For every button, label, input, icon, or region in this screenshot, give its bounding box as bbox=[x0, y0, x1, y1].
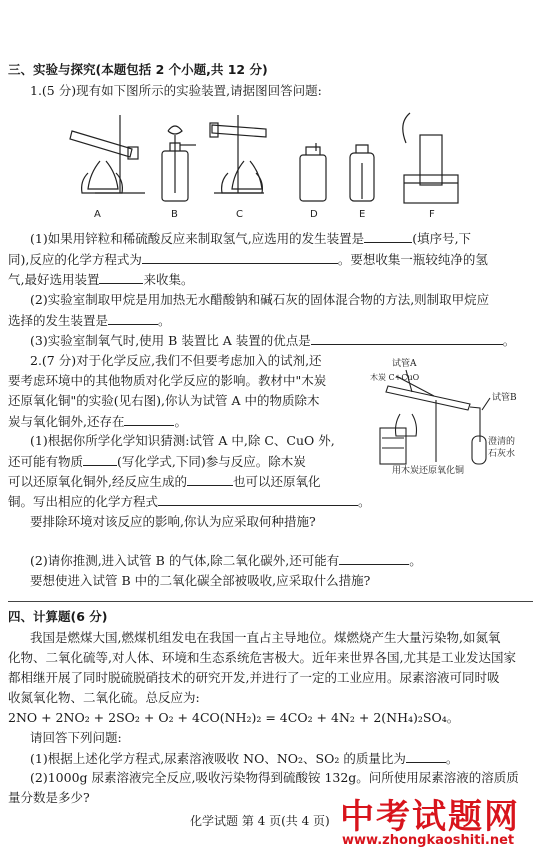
watermark-url: www.zhongkaoshiti.net bbox=[342, 833, 515, 848]
q2-text-b: 也可以还原氧化 bbox=[232, 474, 321, 489]
q2-line3: 还原氧化铜"的实验(见右图),你认为试管 A 中的物质除木 bbox=[8, 393, 320, 408]
reduction-figure bbox=[370, 352, 530, 476]
q1-1-text-c: 同),反应的化学方程式为 bbox=[8, 252, 142, 267]
answer-blank[interactable] bbox=[339, 552, 409, 565]
apparatus-label: D bbox=[310, 209, 318, 220]
apparatus-label: A bbox=[94, 209, 101, 220]
q2-line2: 要考虑环境中的其他物质对化学反应的影响。教材中"木炭 bbox=[8, 373, 327, 388]
q1-intro: 1.(5 分)现有如下图所示的实验装置,请据图回答问题: bbox=[30, 83, 322, 98]
q1-1-text-f: 来收集。 bbox=[143, 272, 194, 287]
q2-line7 bbox=[8, 473, 321, 490]
s4-para-2: 化物、二氧化硫等,对人体、环境和生态系统危害极大。近年来世界各国,尤其是工业发达国家 bbox=[8, 650, 516, 665]
q2-line5: (1)根据你所学化学知识猜测:试管 A 中,除 C、CuO 外, bbox=[30, 433, 335, 448]
apparatus-d bbox=[300, 143, 326, 201]
q1-2-line2 bbox=[8, 312, 171, 329]
apparatus-label: E bbox=[359, 209, 366, 220]
answer-blank[interactable] bbox=[406, 750, 446, 763]
q1-1-text-e: 气,最好选用装置 bbox=[8, 272, 100, 287]
q2-text: 铜。写出相应的化学方程式 bbox=[8, 494, 159, 509]
figure-label-limewater-2: 石灰水 bbox=[488, 449, 516, 459]
s4-q1-text-b: 。 bbox=[445, 751, 459, 766]
answer-line bbox=[8, 601, 533, 602]
answer-blank[interactable] bbox=[108, 312, 158, 325]
q2-2-line bbox=[30, 552, 422, 569]
s4-para-3: 都相继开展了同时脱硫脱硝技术的研究开发,并进行了一定的工业应用。尿素溶液可同时吸 bbox=[8, 670, 500, 685]
q2-2-line2: 要想使进入试管 B 中的二氧化碳全部被吸收,应采取什么措施? bbox=[30, 573, 371, 588]
section4-title: 四、计算题(6 分) bbox=[8, 609, 108, 624]
q1-2-text-b: 选择的发生装置是 bbox=[8, 313, 109, 328]
s4-q1-text: (1)根据上述化学方程式,尿素溶液吸收 NO、NO₂、SO₂ 的质量比为 bbox=[30, 751, 406, 766]
apparatus-e bbox=[350, 145, 374, 201]
page-footer: 化学试题 第 4 页(共 4 页) bbox=[190, 814, 330, 828]
reaction-equation: 2NO + 2NO₂ + 2SO₂ + O₂ + 4CO(NH₂)₂ = 4CO₂ + 4N₂ + 2(NH₄)₂SO₄。 bbox=[8, 710, 460, 725]
figure-label-limewater-1: 澄清的 bbox=[488, 437, 516, 447]
q1-1-line2 bbox=[8, 251, 488, 268]
answer-blank[interactable] bbox=[311, 332, 503, 345]
q1-1-line3 bbox=[8, 271, 194, 288]
apparatus-b bbox=[162, 126, 196, 201]
answer-blank[interactable] bbox=[158, 493, 358, 506]
q2-2-text-b: 。 bbox=[409, 553, 422, 568]
apparatus-label: C bbox=[236, 209, 243, 220]
q1-1-text-b: (填序号,下 bbox=[412, 231, 472, 246]
answer-blank[interactable] bbox=[83, 453, 117, 466]
q1-2-text-c: 。 bbox=[158, 313, 171, 328]
answer-blank[interactable] bbox=[142, 251, 338, 264]
q1-1-text-d: 。要想收集一瓶较纯净的氢 bbox=[337, 252, 488, 267]
q1-3-text-b: 。 bbox=[502, 333, 516, 348]
figure-label-tube-a: 试管A bbox=[392, 359, 417, 369]
q1-1-text: (1)如果用锌粒和稀硫酸反应来制取氢气,应选用的发生装置是 bbox=[30, 231, 365, 246]
watermark-title: 中考试题网 bbox=[340, 797, 520, 837]
q2-line1: 2.(7 分)对于化学反应,我们不但要考虑加入的试剂,还 bbox=[30, 353, 322, 368]
s4-para-4: 收氮氧化物、二氧化硫。总反应为: bbox=[8, 690, 200, 705]
answer-blank[interactable] bbox=[124, 413, 174, 426]
apparatus-a bbox=[70, 115, 145, 193]
q1-3-line bbox=[30, 332, 515, 349]
apparatus-label: F bbox=[429, 209, 435, 220]
q2-line4 bbox=[8, 413, 187, 430]
q2-text: 炭与氧化铜外,还存在 bbox=[8, 414, 125, 429]
q2-line9: 要排除环境对该反应的影响,你认为应采取何种措施? bbox=[30, 514, 316, 529]
q2-text-b: (写化学式,下同)参与反应。除木炭 bbox=[117, 454, 306, 469]
s4-q2-line1: (2)1000g 尿素溶液完全反应,吸收污染物得到硫酸铵 132g。问所使用尿素溶液的溶质质 bbox=[30, 770, 519, 785]
q2-text-b: 。 bbox=[174, 414, 187, 429]
figure-label-reactants: 木炭 C+CuO bbox=[370, 373, 420, 382]
apparatus-f bbox=[403, 113, 458, 203]
answer-blank[interactable] bbox=[99, 271, 143, 284]
q1-2-line1: (2)实验室制取甲烷是用加热无水醋酸钠和碱石灰的固体混合物的方法,则制取甲烷应 bbox=[30, 292, 490, 307]
q2-text: 还可能有物质 bbox=[8, 454, 84, 469]
apparatus-figure bbox=[0, 103, 541, 225]
section3-title: 三、实验与探究(本题包括 2 个小题,共 12 分) bbox=[8, 62, 268, 77]
s4-q2-line2: 量分数是多少? bbox=[8, 790, 90, 805]
q2-text: 可以还原氧化铜外,经反应生成的 bbox=[8, 474, 187, 489]
q2-line6 bbox=[8, 453, 306, 470]
apparatus-label: B bbox=[171, 209, 178, 220]
apparatus-c bbox=[210, 115, 266, 193]
q2-2-text: (2)请你推测,进入试管 B 的气体,除二氧化碳外,还可能有 bbox=[30, 553, 340, 568]
answer-blank[interactable] bbox=[187, 473, 233, 486]
q2-text-b: 。 bbox=[358, 494, 371, 509]
s4-prompt: 请回答下列问题: bbox=[30, 730, 122, 745]
q1-3-text: (3)实验室制氧气时,使用 B 装置比 A 装置的优点是 bbox=[30, 333, 311, 348]
s4-para-1: 我国是燃煤大国,燃煤机组发电在我国一直占主导地位。煤燃烧产生大量污染物,如氮氧 bbox=[30, 630, 501, 645]
s4-q1 bbox=[30, 750, 458, 767]
answer-blank[interactable] bbox=[364, 230, 412, 243]
figure-label-tube-b: 试管B bbox=[492, 393, 517, 403]
q2-line8 bbox=[8, 493, 371, 510]
figure-caption: 用木炭还原氧化铜 bbox=[392, 466, 465, 476]
q1-1-line1 bbox=[30, 230, 471, 247]
